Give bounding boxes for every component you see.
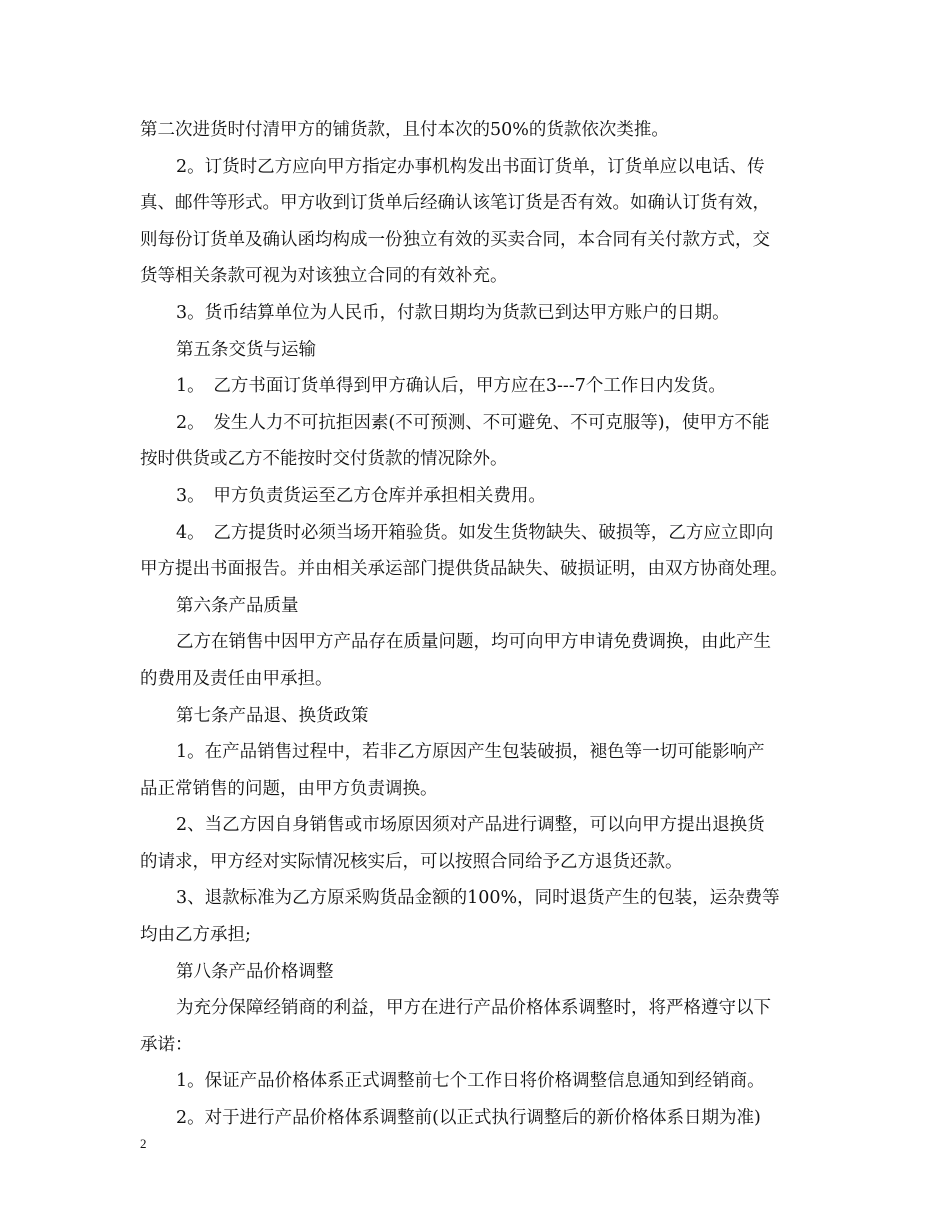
text-line: 2。 发生人力不可抗拒因素(不可预测、不可避免、不可克服等)，使甲方不能 — [176, 412, 770, 433]
document-body — [140, 112, 820, 1137]
text-line: 1。在产品销售过程中，若非乙方原因产生包装破损，褪色等一切可能影响产 — [176, 742, 765, 763]
text-line: 2。订货时乙方应向甲方指定办事机构发出书面订货单，订货单应以电话、传 — [176, 156, 765, 177]
text-line: 承诺： — [140, 1034, 193, 1055]
text-line: 则每份订货单及确认函均构成一份独立有效的买卖合同，本合同有关付款方式，交 — [140, 229, 770, 250]
text-line: 2。对于进行产品价格体系调整前(以正式执行调整后的新价格体系日期为准) — [176, 1108, 761, 1129]
text-line: 乙方在销售中因甲方产品存在质量问题，均可向甲方申请免费调换，由此产生 — [176, 632, 771, 653]
section-heading: 第七条产品退、换货政策 — [176, 705, 369, 726]
text-line: 4。 乙方提货时必须当场开箱验货。如发生货物缺失、破损等，乙方应立即向 — [176, 522, 774, 543]
text-line: 3、退款标准为乙方原采购货品金额的100%，同时退货产生的包装，运杂费等 — [176, 888, 780, 909]
text-line: 为充分保障经销商的利益，甲方在进行产品价格体系调整时，将严格遵守以下 — [176, 998, 771, 1019]
text-line: 的费用及责任由甲承担。 — [140, 668, 333, 689]
text-line: 3。货币结算单位为人民币，付款日期均为货款已到达甲方账户的日期。 — [176, 302, 730, 323]
text-line: 甲方提出书面报告。并由相关承运部门提供货品缺失、破损证明，由双方协商处理。 — [140, 559, 788, 580]
section-heading: 第八条产品价格调整 — [176, 961, 334, 982]
page-number: 2 — [140, 1136, 147, 1151]
text-line: 1。 乙方书面订货单得到甲方确认后，甲方应在3---7个工作日内发货。 — [176, 376, 726, 397]
text-line: 2、当乙方因自身销售或市场原因须对产品进行调整，可以向甲方提出退换货 — [176, 815, 765, 836]
text-line: 品正常销售的问题，由甲方负责调换。 — [140, 778, 438, 799]
text-line: 真、邮件等形式。甲方收到订货单后经确认该笔订货是否有效。如确认订货有效， — [140, 193, 770, 214]
text-line: 1。保证产品价格体系正式调整前七个工作日将价格调整信息通知到经销商。 — [176, 1071, 765, 1092]
text-line: 货等相关条款可视为对该独立合同的有效补充。 — [140, 266, 508, 287]
text-line: 第二次进货时付清甲方的铺货款，且付本次的50%的货款依次类推。 — [140, 120, 669, 140]
text-line: 3。 甲方负责货运至乙方仓库并承担相关费用。 — [176, 485, 546, 506]
text-line: 按时供货或乙方不能按时交付货款的情况除外。 — [140, 449, 508, 470]
text-line: 的请求，甲方经对实际情况核实后，可以按照合同给予乙方退货还款。 — [140, 851, 683, 872]
text-line: 均由乙方承担; — [140, 925, 251, 946]
section-heading: 第五条交货与运输 — [176, 339, 316, 360]
section-heading: 第六条产品质量 — [176, 595, 299, 616]
